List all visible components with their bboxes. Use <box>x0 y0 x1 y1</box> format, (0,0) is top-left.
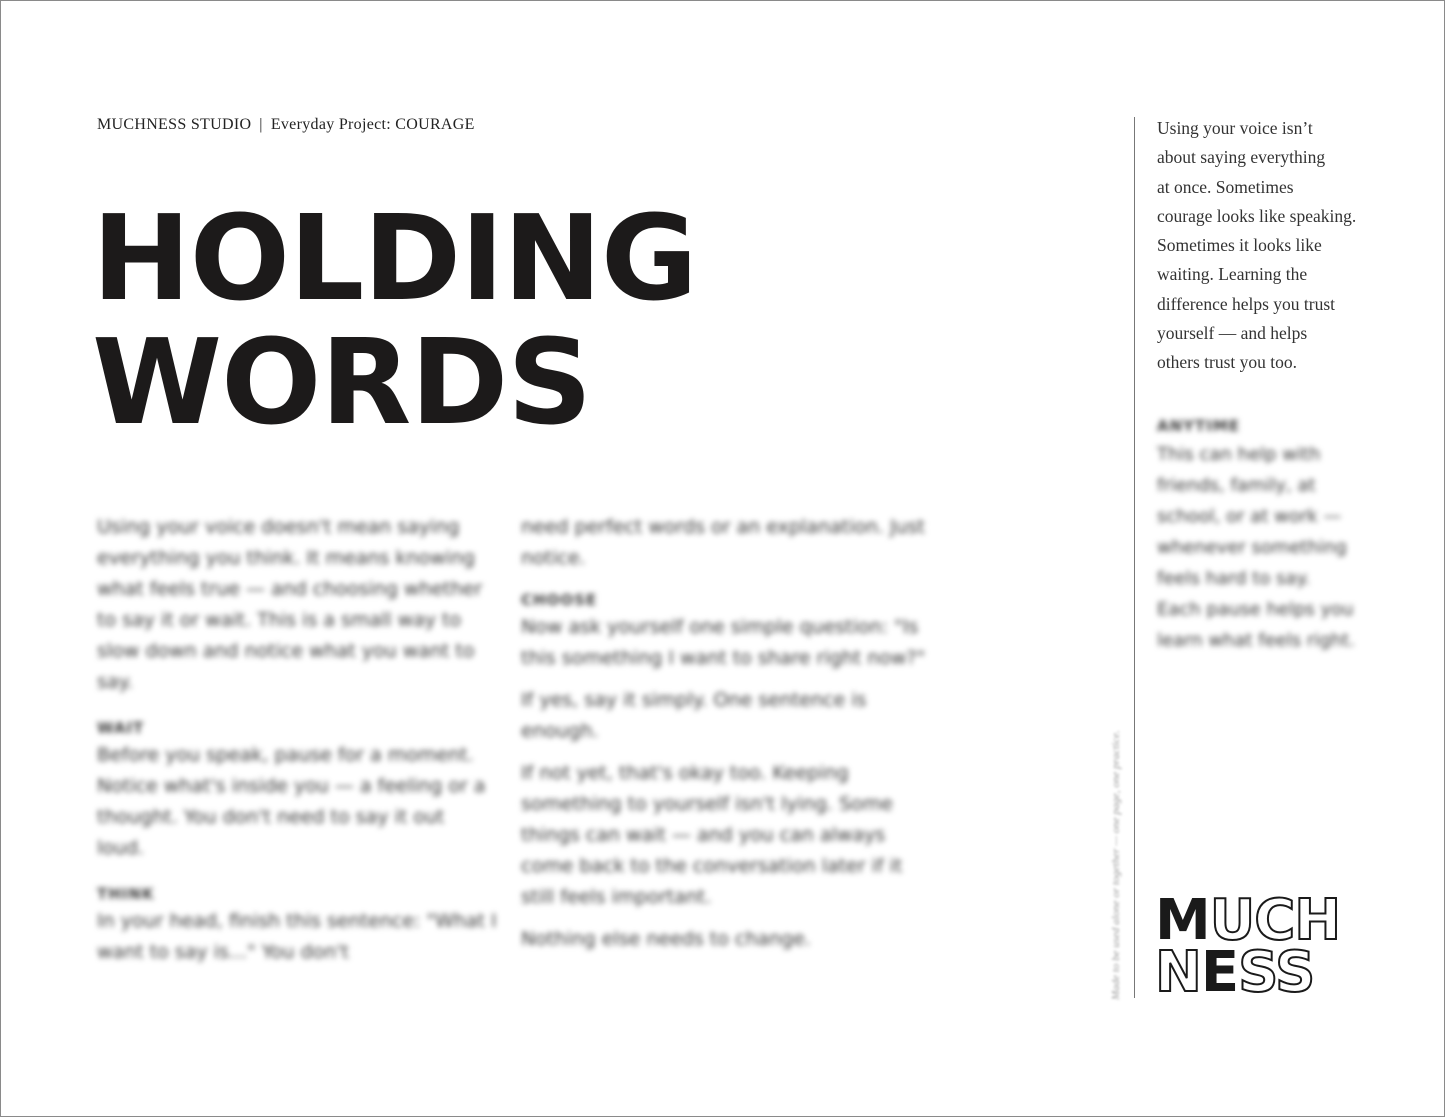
closing-line: Nothing else needs to change. <box>521 928 811 950</box>
logo-row-2 <box>1155 940 1340 1005</box>
muchness-logo <box>1155 888 1341 1005</box>
header-separator: | <box>259 116 263 133</box>
think-continued: need perfect words or an explanation. Just notice. <box>521 516 925 569</box>
intro-line: Sometimes it looks like <box>1157 235 1322 256</box>
choose-heading: CHOOSE <box>521 591 598 609</box>
intro-line: yourself — and helps <box>1157 323 1308 344</box>
logo-letter-e: E <box>1200 940 1239 1005</box>
intro-line: difference helps you trust <box>1157 293 1336 314</box>
logo-letters-ss: SS <box>1238 940 1315 1005</box>
think-paragraph: In your head, finish this sentence: "What I want to say is..." You don't <box>97 910 497 963</box>
anytime-paragraph: This can help with friends, family, at school, or at work — whenever something feels hard to say. Each pause helps you learn what feels right. <box>1157 444 1355 651</box>
logo-letters-uch: UCH <box>1209 888 1341 953</box>
wait-paragraph: Before you speak, pause for a moment. Notice what's inside you — a feeling or a thought. You don't need to say it out loud. <box>97 744 486 859</box>
title-line-1: HOLDING <box>92 189 697 327</box>
project-name: Everyday Project: COURAGE <box>270 116 475 133</box>
sidebar-intro <box>1157 114 1357 378</box>
intro-line: Using your voice isn’t <box>1157 118 1313 138</box>
anytime-section <box>1157 413 1357 656</box>
choose-paragraph: Now ask yourself one simple question: "Is this something I want to share right now?" <box>521 616 926 669</box>
think-heading: THINK <box>97 885 155 903</box>
intro-line: courage looks like speaking. <box>1157 205 1357 226</box>
wait-heading: WAIT <box>97 719 145 737</box>
yes-paragraph: If yes, say it simply. One sentence is enough. <box>521 689 867 742</box>
intro-line: waiting. Learning the <box>1157 264 1308 285</box>
not-yet-paragraph: If not yet, that's okay too. Keeping something to yourself isn't lying. Some things can wait — and you can always come back to the conversation later if it still feels important. <box>521 762 903 908</box>
intro-line: at once. Sometimes <box>1157 176 1294 197</box>
vertical-footnote: Made to be used alone or together — one page, one practice. <box>1110 730 1122 1000</box>
anytime-heading: ANYTIME <box>1157 417 1241 435</box>
intro-line: about saying everything <box>1157 147 1326 168</box>
page-header <box>97 116 475 134</box>
body-column-left <box>97 512 497 979</box>
page-title <box>92 189 697 451</box>
logo-letter-n: N <box>1155 940 1201 1005</box>
intro-paragraph: Using your voice doesn't mean saying everything you think. It means knowing what feels true — and choosing whether to say it or wait. This is a small way to slow down and notice what you want to say. <box>97 516 483 693</box>
body-column-right <box>521 512 926 966</box>
intro-line: others trust you too. <box>1157 352 1297 373</box>
logo-letter-m: M <box>1155 888 1210 953</box>
studio-name: MUCHNESS STUDIO <box>97 116 252 133</box>
title-line-2: WORDS <box>92 313 592 451</box>
sidebar-divider <box>1134 117 1135 998</box>
